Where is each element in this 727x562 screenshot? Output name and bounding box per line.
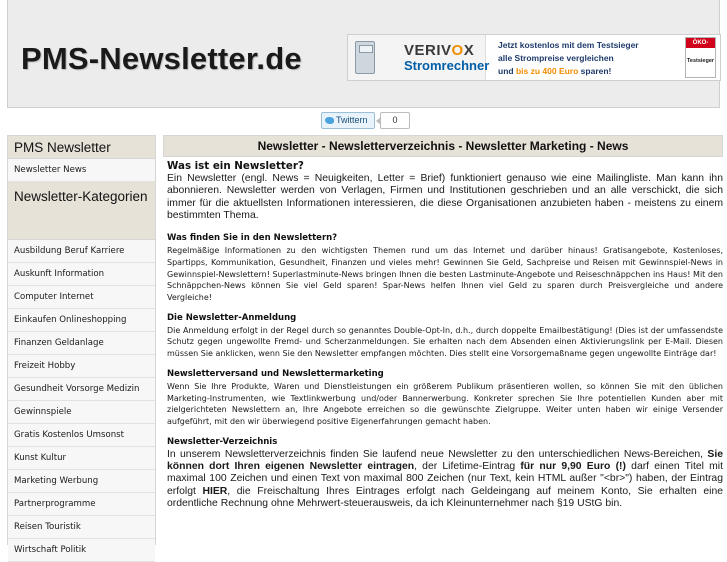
sidebar-item-category[interactable]: Wirtschaft Politik [8,539,155,562]
section-heading: Was ist ein Newsletter? [167,160,304,172]
oeko-test-seal: ÖKO-TEST Testsieger [685,37,716,78]
sidebar-item-category[interactable]: Gewinnspiele [8,401,155,424]
sidebar-item-category[interactable]: Marketing Werbung [8,470,155,493]
sidebar-categories-heading: Newsletter-Kategorien [8,182,155,240]
section-heading: Newsletter-Verzeichnis [167,436,278,447]
sidebar-item-category[interactable]: Reisen Touristik [8,516,155,539]
banner-brand-sub: Stromrechner [404,58,490,73]
sidebar-item-category[interactable]: Auskunft Information [8,263,155,286]
sidebar-item-category[interactable]: Gesundheit Vorsorge Medizin [8,378,155,401]
section-text: Ein Newsletter (engl. News = Neuigkeiten, Letter = Brief) funktioniert genauso wie eine Mailingliste. Man kann ihn abonnieren. Newsletter werden von Verlagen, Firmen und Institutionen geschrieben und an alle verschickt, die sich immer für die aktuellsten Informationen interessieren, die diese Organisationen anzubieten haben - meistens zu einem bestimmten Thema. [167,173,723,221]
section-heading: Newsletterversand und Newslettermarketing [167,368,384,379]
banner-brand-area [348,35,490,80]
tweet-count-badge: 0 [380,112,410,129]
section-heading: Was finden Sie in den Newslettern? [167,233,338,244]
section-heading: Die Newsletter-Anmeldung [167,312,297,323]
entry-link[interactable]: HIER [202,485,228,497]
sidebar-heading: PMS Newsletter [8,136,155,159]
sidebar-item-category[interactable]: Ausbildung Beruf Karriere [8,240,155,263]
twitter-share-button[interactable]: Twittern [321,112,375,129]
page-title: Newsletter - Newsletterverzeichnis - Newsletter Marketing - News [163,135,723,157]
banner-promo-text: Jetzt kostenlos mit dem Testsieger alle Strompreise vergleichen und bis zu 400 Euro sparen! [498,40,639,76]
section-text: In unserem Newsletterverzeichnis finden Sie laufend neue Newsletter zu den unterschiedlichen News-Bereichen, Sie können dort Ihren eigenen Newsletter eintragen, der Lifetime-Eintrag für nur 9,90 Euro (!) darf einen Titel mit maximal 100 Zeichen und einen Text von maximal 800 Zeichen (nur Text, kein HTML außer "<br>") haben, der Eintrag erfolgt HIER, die Freischaltung Ihres Eintrages erfolgt nach Geldeingang auf meinem Konto, Sie erhalten eine ordentliche Rechnung ohne Mehrwert-steuerausweis, da ich Kleinunternehmer nach §19 UStG bin. [167,448,723,509]
sidebar-item-newsletter-news[interactable]: Newsletter News [8,159,155,182]
sidebar-item-category[interactable]: Freizeit Hobby [8,355,155,378]
sidebar-item-category[interactable]: Finanzen Geldanlage [8,332,155,355]
site-header [7,0,720,108]
sidebar-item-category[interactable]: Kunst Kultur [8,447,155,470]
section-text: Regelmäßige Informationen zu den wichtigsten Themen rund um das Internet und darüber hinaus! Gratisangebote, Kostenloses, Spartipps, Kommunikation, Gesundheit, Finanzen und vieles mehr! Gewinnen Sie Geld, Sachpreise und Reisen mit Gewinnspiel-News in Gewinnspiel-Newslettern! Superlastminute-News bringen Ihnen die besten Lastminute-Angebote und Reiseschnäppchen ins Haus! Mit den Schnäppchen-News können Sie viel Geld sparen! Spar-News helfen Ihnen viel Geld zu sparen durch Preisvergleiche und andere Vergleiche! [167,246,723,302]
article-body [163,157,723,510]
verivox-ad-banner[interactable] [347,34,721,81]
section-text: Die Anmeldung erfolgt in der Regel durch so genanntes Double-Opt-In, d.h., durch doppelte Emailbestätigung! (Dies ist der umfassendste Schutz gegen ungewollte Fremd- und Scherzanmeldungen. Sie erhalten nach dem Absenden einen Aktivierungslink per E-Mail. Diesen müssen Sie anklicken, wenn Sie den Newsletter empfangen möchten. Dies stellt eine Vorsorgemaßname gegen ungewollte Einträge dar! [167,325,723,359]
calculator-icon [355,41,375,74]
sidebar-item-category[interactable]: Einkaufen Onlineshopping [8,309,155,332]
sidebar-nav [7,135,156,555]
banner-brand: VERIVOX [404,42,475,59]
sidebar-item-category[interactable]: Gratis Kostenlos Umsonst [8,424,155,447]
twitter-bird-icon [325,117,334,124]
main-content [163,135,723,545]
sidebar-item-category[interactable]: Partnerprogramme [8,493,155,516]
section-text: Wenn Sie Ihre Produkte, Waren und Dienstleistungen ein größerem Publikum präsentieren wollen, so können Sie mit den üblichen Marketing-Instrumenten, wie Textlinkwerbung und/oder Bannerwerbung. Konkreter sprechen Sie Ihre potentiellen Kunden aber mit zielgerichteten Newslettern an, Ihre Angebote erreichen so die gewünschte Zielgruppe. Weiter unten haben wir einige Versender aufgeführt, mit den wir überwiegend positive Eigenerfahrungen gemacht haben. [167,381,723,426]
sidebar-item-category[interactable]: Computer Internet [8,286,155,309]
site-logo[interactable]: PMS-Newsletter.de [21,41,302,76]
